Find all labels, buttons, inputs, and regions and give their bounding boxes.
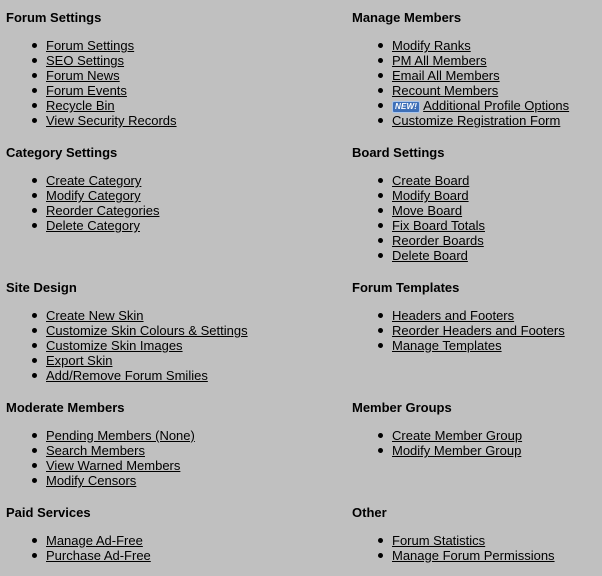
list-item: [352, 188, 602, 203]
list-item: [352, 68, 602, 83]
bullet-icon: [378, 238, 383, 243]
link-manage-forum-permissions[interactable]: Manage Forum Permissions: [392, 548, 555, 563]
list-item: [6, 368, 256, 383]
bullet-icon: [32, 373, 37, 378]
link-list: [6, 308, 256, 383]
link-reorder-boards[interactable]: Reorder Boards: [392, 233, 484, 248]
list-item: [6, 173, 256, 188]
link-export-skin[interactable]: Export Skin: [46, 353, 113, 368]
list-item: [352, 98, 602, 113]
bullet-icon: [32, 178, 37, 183]
section-board-settings: [352, 145, 602, 263]
list-item: [6, 218, 256, 233]
bullet-icon: [32, 463, 37, 468]
bullet-icon: [32, 118, 37, 123]
link-move-board[interactable]: Move Board: [392, 203, 463, 218]
link-modify-category[interactable]: Modify Category: [46, 188, 141, 203]
list-item: [6, 548, 256, 563]
list-item: [6, 308, 256, 323]
list-item: [352, 533, 602, 548]
list-item: [6, 38, 256, 53]
list-item: [352, 233, 602, 248]
bullet-icon: [378, 73, 383, 78]
list-item: [6, 68, 256, 83]
section-heading: Category Settings: [6, 145, 118, 160]
bullet-icon: [32, 313, 37, 318]
section-heading: Member Groups: [352, 400, 452, 415]
list-item: [6, 473, 256, 488]
link-manage-ad-free[interactable]: Manage Ad-Free: [46, 533, 143, 548]
link-list: [352, 173, 602, 263]
list-item: [6, 203, 256, 218]
link-headers-and-footers[interactable]: Headers and Footers: [392, 308, 515, 323]
bullet-icon: [32, 58, 37, 63]
link-forum-settings[interactable]: Forum Settings: [46, 38, 135, 53]
list-item: [352, 83, 602, 98]
link-list: [352, 308, 602, 353]
bullet-icon: [32, 448, 37, 453]
link-search-members[interactable]: Search Members: [46, 443, 145, 458]
bullet-icon: [32, 433, 37, 438]
link-customize-skin-images[interactable]: Customize Skin Images: [46, 338, 183, 353]
list-item: [6, 113, 256, 128]
bullet-icon: [32, 478, 37, 483]
list-item: [6, 533, 256, 548]
list-item: [352, 218, 602, 233]
bullet-icon: [32, 73, 37, 78]
section-other: [352, 505, 602, 563]
list-item: [352, 308, 602, 323]
link-recount-members[interactable]: Recount Members: [392, 83, 499, 98]
link-list: [6, 428, 256, 488]
bullet-icon: [378, 253, 383, 258]
bullet-icon: [378, 103, 383, 108]
list-item: [6, 323, 256, 338]
link-list: [352, 428, 602, 458]
link-customize-registration-form[interactable]: Customize Registration Form: [392, 113, 561, 128]
list-item: [352, 113, 602, 128]
list-item: [6, 443, 256, 458]
bullet-icon: [378, 43, 383, 48]
list-item: [352, 338, 602, 353]
bullet-icon: [378, 178, 383, 183]
bullet-icon: [378, 313, 383, 318]
list-item: [352, 53, 602, 68]
section-heading: Other: [352, 505, 387, 520]
bullet-icon: [32, 343, 37, 348]
link-reorder-categories[interactable]: Reorder Categories: [46, 203, 160, 218]
link-modify-board[interactable]: Modify Board: [392, 188, 469, 203]
section-heading: Moderate Members: [6, 400, 125, 415]
bullet-icon: [378, 58, 383, 63]
list-item: [6, 338, 256, 353]
bullet-icon: [378, 433, 383, 438]
bullet-icon: [378, 448, 383, 453]
list-item: [352, 548, 602, 563]
link-list: [6, 173, 256, 233]
bullet-icon: [378, 208, 383, 213]
bullet-icon: [32, 328, 37, 333]
link-create-member-group[interactable]: Create Member Group: [392, 428, 523, 443]
bullet-icon: [378, 343, 383, 348]
link-purchase-ad-free[interactable]: Purchase Ad-Free: [46, 548, 151, 563]
bullet-icon: [378, 328, 383, 333]
list-item: [352, 323, 602, 338]
bullet-icon: [378, 553, 383, 558]
list-item: [352, 443, 602, 458]
section-heading: Board Settings: [352, 145, 445, 160]
link-customize-skin-colours[interactable]: Customize Skin Colours & Settings: [46, 323, 248, 338]
section-category-settings: [6, 145, 256, 233]
list-item: [352, 173, 602, 188]
bullet-icon: [378, 193, 383, 198]
section-heading: Site Design: [6, 280, 77, 295]
new-badge-icon: NEW!: [392, 101, 420, 113]
bullet-icon: [32, 193, 37, 198]
section-forum-settings: [6, 10, 256, 128]
link-create-category[interactable]: Create Category: [46, 173, 142, 188]
link-fix-board-totals[interactable]: Fix Board Totals: [392, 218, 485, 233]
link-forum-events[interactable]: Forum Events: [46, 83, 127, 98]
link-seo-settings[interactable]: SEO Settings: [46, 53, 125, 68]
list-item: [6, 428, 256, 443]
link-list: [352, 533, 602, 563]
bullet-icon: [32, 553, 37, 558]
section-paid-services: [6, 505, 256, 563]
link-additional-profile-options[interactable]: Additional Profile Options: [423, 98, 570, 113]
link-list: [6, 38, 256, 128]
link-create-board[interactable]: Create Board: [392, 173, 470, 188]
section-forum-templates: [352, 280, 602, 353]
list-item: [352, 248, 602, 263]
link-modify-member-group[interactable]: Modify Member Group: [392, 443, 522, 458]
link-view-warned-members[interactable]: View Warned Members: [46, 458, 181, 473]
section-moderate-members: [6, 400, 256, 488]
section-member-groups: [352, 400, 602, 458]
bullet-icon: [378, 223, 383, 228]
link-modify-ranks[interactable]: Modify Ranks: [392, 38, 471, 53]
link-email-all-members[interactable]: Email All Members: [392, 68, 500, 83]
link-modify-censors[interactable]: Modify Censors: [46, 473, 137, 488]
list-item: [352, 203, 602, 218]
list-item: [6, 98, 256, 113]
list-item: [6, 353, 256, 368]
link-pm-all-members[interactable]: PM All Members: [392, 53, 487, 68]
link-forum-news[interactable]: Forum News: [46, 68, 120, 83]
list-item: [6, 53, 256, 68]
link-create-new-skin[interactable]: Create New Skin: [46, 308, 144, 323]
link-list: [6, 533, 256, 563]
link-list: [352, 38, 602, 128]
bullet-icon: [32, 88, 37, 93]
list-item: [352, 428, 602, 443]
link-recycle-bin[interactable]: Recycle Bin: [46, 98, 115, 113]
link-add-remove-smilies[interactable]: Add/Remove Forum Smilies: [46, 368, 208, 383]
section-heading: Manage Members: [352, 10, 462, 25]
bullet-icon: [32, 43, 37, 48]
section-manage-members: [352, 10, 602, 128]
section-heading: Forum Templates: [352, 280, 460, 295]
link-delete-board[interactable]: Delete Board: [392, 248, 468, 263]
bullet-icon: [378, 88, 383, 93]
bullet-icon: [32, 208, 37, 213]
bullet-icon: [32, 223, 37, 228]
bullet-icon: [32, 358, 37, 363]
link-pending-members[interactable]: Pending Members (None): [46, 428, 195, 443]
link-delete-category[interactable]: Delete Category: [46, 218, 140, 233]
list-item: [352, 38, 602, 53]
bullet-icon: [378, 118, 383, 123]
list-item: [6, 83, 256, 98]
link-forum-statistics[interactable]: Forum Statistics: [392, 533, 486, 548]
bullet-icon: [378, 538, 383, 543]
list-item: [6, 458, 256, 473]
bullet-icon: [32, 538, 37, 543]
section-site-design: [6, 280, 256, 383]
section-heading: Paid Services: [6, 505, 91, 520]
link-manage-templates[interactable]: Manage Templates: [392, 338, 502, 353]
list-item: [6, 188, 256, 203]
bullet-icon: [32, 103, 37, 108]
link-view-security-records[interactable]: View Security Records: [46, 113, 177, 128]
section-heading: Forum Settings: [6, 10, 102, 25]
link-reorder-headers-footers[interactable]: Reorder Headers and Footers: [392, 323, 565, 338]
